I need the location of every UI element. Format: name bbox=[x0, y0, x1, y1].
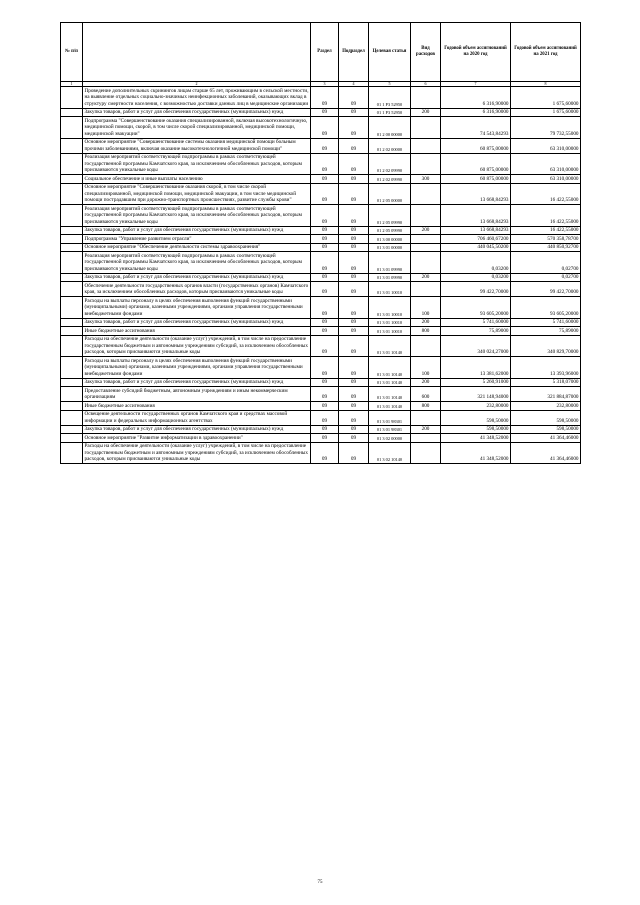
cell-num bbox=[61, 282, 83, 297]
cell-value-2020: 13 668,84293 bbox=[441, 226, 511, 235]
cell-podrazdel: 09 bbox=[339, 402, 369, 411]
cell-razdel: 09 bbox=[311, 434, 339, 443]
cell-target: 01 3 01 09990 bbox=[369, 273, 411, 282]
cell-value-2021: 93 605,20000 bbox=[511, 297, 581, 319]
cell-razdel: 09 bbox=[311, 226, 339, 235]
cell-value-2020: 0,03200 bbox=[441, 252, 511, 274]
table-row bbox=[61, 226, 581, 235]
index-cell: 3 bbox=[311, 82, 339, 87]
cell-target: 01 3 01 10140 bbox=[369, 378, 411, 387]
cell-razdel: 09 bbox=[311, 205, 339, 227]
cell-razdel: 09 bbox=[311, 282, 339, 297]
cell-target: 01 3 02 10140 bbox=[369, 442, 411, 464]
cell-value-2021: 16 422,55000 bbox=[511, 183, 581, 205]
cell-target: 01 1 P3 52950 bbox=[369, 87, 411, 109]
cell-vid bbox=[411, 153, 441, 175]
cell-value-2020: 340 024,27000 bbox=[441, 335, 511, 357]
cell-vid: 600 bbox=[411, 387, 441, 402]
cell-target: 01 2 02 00000 bbox=[369, 138, 411, 153]
cell-podrazdel: 09 bbox=[339, 108, 369, 117]
cell-value-2021: 79 732,55000 bbox=[511, 117, 581, 139]
cell-razdel: 09 bbox=[311, 402, 339, 411]
cell-num bbox=[61, 87, 83, 109]
cell-value-2020: 232,80000 bbox=[441, 402, 511, 411]
header-vid: Вид расходов bbox=[411, 23, 441, 82]
cell-value-2020: 41 348,52000 bbox=[441, 442, 511, 464]
cell-num bbox=[61, 297, 83, 319]
cell-num bbox=[61, 387, 83, 402]
table-row bbox=[61, 138, 581, 153]
page-number: 75 bbox=[317, 880, 323, 885]
cell-name: Закупка товаров, работ и услуг для обеспечения государственных (муниципальных) нужд bbox=[83, 108, 311, 117]
cell-vid: 800 bbox=[411, 402, 441, 411]
cell-target: 01 2 05 09990 bbox=[369, 205, 411, 227]
cell-vid bbox=[411, 205, 441, 227]
cell-num bbox=[61, 273, 83, 282]
cell-name: Закупка товаров, работ и услуг для обеспечения государственных (муниципальных) нужд bbox=[83, 226, 311, 235]
cell-name: Иные бюджетные ассигнования bbox=[83, 327, 311, 336]
cell-vid bbox=[411, 138, 441, 153]
cell-num bbox=[61, 335, 83, 357]
cell-value-2021: 16 422,55000 bbox=[511, 226, 581, 235]
cell-value-2020: 6 316,90000 bbox=[441, 108, 511, 117]
index-cell: 5 bbox=[369, 82, 411, 87]
cell-value-2021: 1 675,60000 bbox=[511, 108, 581, 117]
table-row bbox=[61, 252, 581, 274]
cell-value-2020: 93 605,20000 bbox=[441, 297, 511, 319]
cell-podrazdel: 09 bbox=[339, 327, 369, 336]
cell-value-2021: 570 358,78700 bbox=[511, 235, 581, 244]
cell-value-2020: 0,03200 bbox=[441, 273, 511, 282]
cell-target: 01 3 01 98301 bbox=[369, 410, 411, 425]
cell-target: 01 2 00 00000 bbox=[369, 117, 411, 139]
cell-razdel: 09 bbox=[311, 175, 339, 184]
cell-vid: 300 bbox=[411, 175, 441, 184]
cell-name: Обеспечение деятельности государственных органов власти (государственных органов) Камчатского края, за исключением обособленных расходов, которым присваиваются уникальные коды bbox=[83, 282, 311, 297]
cell-value-2021: 340 829,70000 bbox=[511, 335, 581, 357]
table-row bbox=[61, 243, 581, 252]
cell-target: 01 3 01 10140 bbox=[369, 402, 411, 411]
cell-name: Расходы на выплаты персоналу в целях обеспечения выполнения функций государственными (муниципальными) органами, казенными учреждениями, органами управления государственными внебюджетными фондами bbox=[83, 297, 311, 319]
table-row bbox=[61, 183, 581, 205]
cell-vid bbox=[411, 243, 441, 252]
cell-razdel: 09 bbox=[311, 153, 339, 175]
cell-vid bbox=[411, 434, 441, 443]
cell-podrazdel: 09 bbox=[339, 335, 369, 357]
cell-num bbox=[61, 205, 83, 227]
cell-value-2021: 63 310,00000 bbox=[511, 138, 581, 153]
cell-num bbox=[61, 117, 83, 139]
table-row bbox=[61, 235, 581, 244]
cell-value-2020: 74 543,84293 bbox=[441, 117, 511, 139]
cell-value-2020: 13 668,84293 bbox=[441, 205, 511, 227]
cell-value-2021: 0,02700 bbox=[511, 273, 581, 282]
header-target: Целевая статья bbox=[369, 23, 411, 82]
cell-vid bbox=[411, 410, 441, 425]
cell-vid bbox=[411, 252, 441, 274]
index-cell: 8 bbox=[511, 82, 581, 87]
cell-razdel: 09 bbox=[311, 425, 339, 434]
table-row bbox=[61, 205, 581, 227]
cell-value-2020: 598,50000 bbox=[441, 425, 511, 434]
cell-value-2021: 41 364,46000 bbox=[511, 434, 581, 443]
cell-name: Расходы на обеспечение деятельности (оказание услуг) учреждений, в том числе на предоставление государственным бюджетным и автономным учреждениям субсидий, за исключением обособленных расходов, которым присваиваются уникальные коды bbox=[83, 442, 311, 464]
cell-podrazdel: 09 bbox=[339, 378, 369, 387]
table-row bbox=[61, 117, 581, 139]
cell-podrazdel: 09 bbox=[339, 273, 369, 282]
cell-value-2020: 321 148,94000 bbox=[441, 387, 511, 402]
table-row bbox=[61, 318, 581, 327]
cell-target: 01 2 05 09990 bbox=[369, 226, 411, 235]
cell-podrazdel: 09 bbox=[339, 205, 369, 227]
cell-podrazdel: 09 bbox=[339, 87, 369, 109]
header-row bbox=[61, 23, 581, 82]
cell-razdel: 09 bbox=[311, 117, 339, 139]
cell-name: Проведение дополнительных скринингов лицам старше 65 лет, проживающим в сельской местности, на выявление отдельных социально-значимых неинфекционных заболеваний, оказывающих вклад в структуру смертности населения, с возможностью доставки данных лиц в медицинские организации bbox=[84, 87, 309, 107]
cell-value-2020: 598,50000 bbox=[441, 410, 511, 425]
cell-num bbox=[61, 434, 83, 443]
cell-vid bbox=[411, 87, 441, 109]
table-row bbox=[61, 357, 581, 379]
cell-vid: 200 bbox=[411, 273, 441, 282]
index-cell: 1 bbox=[61, 82, 83, 87]
cell-target: 01 3 01 09990 bbox=[369, 252, 411, 274]
cell-num bbox=[61, 183, 83, 205]
header-2020: Годовой объем ассигнований на 2020 год bbox=[441, 23, 511, 82]
cell-value-2021: 232,80000 bbox=[511, 402, 581, 411]
cell-num bbox=[61, 153, 83, 175]
cell-target: 01 3 01 00000 bbox=[369, 243, 411, 252]
cell-name: Закупка товаров, работ и услуг для обеспечения государственных (муниципальных) нужд bbox=[83, 318, 311, 327]
table-row bbox=[61, 387, 581, 402]
cell-value-2020: 75,89000 bbox=[441, 327, 511, 336]
cell-vid: 800 bbox=[411, 327, 441, 336]
cell-razdel: 09 bbox=[311, 410, 339, 425]
cell-podrazdel: 09 bbox=[339, 434, 369, 443]
cell-podrazdel: 09 bbox=[339, 183, 369, 205]
cell-target: 01 3 02 00000 bbox=[369, 434, 411, 443]
cell-num bbox=[61, 108, 83, 117]
cell-razdel: 09 bbox=[311, 357, 339, 379]
cell-value-2020: 60 875,00000 bbox=[441, 138, 511, 153]
cell-value-2020: 41 348,52000 bbox=[441, 434, 511, 443]
cell-vid: 100 bbox=[411, 357, 441, 379]
cell-podrazdel: 09 bbox=[339, 252, 369, 274]
cell-target: 01 3 01 98301 bbox=[369, 425, 411, 434]
cell-podrazdel: 09 bbox=[339, 226, 369, 235]
cell-razdel: 09 bbox=[311, 387, 339, 402]
cell-razdel: 09 bbox=[311, 273, 339, 282]
cell-name: Подпрограмма "Совершенствование оказания специализированной, включая высокотехнологичную, медицинской помощи, скорой, в том числе скорой специализированной, медицинской помощи, медицинской эвакуации" bbox=[83, 117, 311, 139]
cell-podrazdel: 09 bbox=[339, 357, 369, 379]
cell-podrazdel: 09 bbox=[339, 282, 369, 297]
cell-value-2020: 13 381,62000 bbox=[441, 357, 511, 379]
cell-name: Иные бюджетные ассигнования bbox=[83, 402, 311, 411]
cell-target: 01 3 01 10010 bbox=[369, 297, 411, 319]
cell-name: Закупка товаров, работ и услуг для обеспечения государственных (муниципальных) нужд bbox=[83, 273, 311, 282]
cell-vid bbox=[411, 442, 441, 464]
cell-vid bbox=[411, 183, 441, 205]
cell-num bbox=[61, 175, 83, 184]
table-row bbox=[61, 273, 581, 282]
header-razdel: Раздел bbox=[311, 23, 339, 82]
cell-razdel: 09 bbox=[311, 335, 339, 357]
cell-podrazdel: 09 bbox=[339, 243, 369, 252]
header-podrazdel: Подраздел bbox=[339, 23, 369, 82]
table-row bbox=[61, 434, 581, 443]
cell-num bbox=[61, 226, 83, 235]
cell-name: Расходы на обеспечение деятельности (оказание услуг) учреждений, в том числе на предоставление государственным бюджетным и автономным учреждениям субсидий, за исключением обособленных расходов, которым присваиваются уникальные коды bbox=[83, 335, 311, 357]
cell-name: Основное мероприятие "Совершенствование оказания скорой, в том числе скорой специализированной, медицинской помощи, медицинской эвакуации, в том числе медицинской помощи пострадавшим при дорожно-транспортных происшествиях, развитие службы крови" bbox=[83, 183, 311, 205]
cell-num bbox=[61, 402, 83, 411]
cell-value-2021: 41 364,46000 bbox=[511, 442, 581, 464]
table-row bbox=[61, 108, 581, 117]
cell-vid bbox=[411, 335, 441, 357]
cell-razdel: 09 bbox=[311, 378, 339, 387]
table-row bbox=[61, 297, 581, 319]
cell-name: Расходы на выплаты персоналу в целях обеспечения выполнения функций государственными (муниципальными) органами, казенными учреждениями, органами управления государственными внебюджетными фондами bbox=[83, 357, 311, 379]
cell-podrazdel: 09 bbox=[339, 442, 369, 464]
cell-podrazdel: 09 bbox=[339, 318, 369, 327]
table-row bbox=[61, 327, 581, 336]
cell-podrazdel: 09 bbox=[339, 387, 369, 402]
table-row bbox=[61, 410, 581, 425]
cell-value-2021: 99 422,70000 bbox=[511, 282, 581, 297]
table-row bbox=[61, 87, 581, 109]
table-row bbox=[61, 378, 581, 387]
cell-vid: 200 bbox=[411, 226, 441, 235]
cell-name: Реализация мероприятий соответствующей подпрограммы в рамках соответствующей государственной программы Камчатского края, за исключением обособленных расходов, которым присваиваются уникальные коды bbox=[83, 153, 311, 175]
cell-vid bbox=[411, 235, 441, 244]
cell-value-2020: 13 668,84293 bbox=[441, 183, 511, 205]
cell-num bbox=[61, 252, 83, 274]
cell-vid: 200 bbox=[411, 108, 441, 117]
cell-razdel: 09 bbox=[311, 87, 339, 109]
table-row bbox=[61, 335, 581, 357]
index-cell: 4 bbox=[339, 82, 369, 87]
cell-podrazdel: 09 bbox=[339, 153, 369, 175]
table-body bbox=[61, 87, 581, 464]
cell-target: 01 3 01 10010 bbox=[369, 327, 411, 336]
cell-value-2021: 5 318,07000 bbox=[511, 378, 581, 387]
cell-podrazdel: 09 bbox=[339, 297, 369, 319]
cell-value-2020: 6 316,90000 bbox=[441, 87, 511, 109]
cell-vid: 200 bbox=[411, 378, 441, 387]
cell-name: Основное мероприятие "Обеспечение деятельности системы здравоохранения" bbox=[83, 243, 311, 252]
cell-value-2021: 63 310,00000 bbox=[511, 175, 581, 184]
cell-target: 01 3 01 10140 bbox=[369, 357, 411, 379]
document-page bbox=[60, 22, 580, 464]
cell-razdel: 09 bbox=[311, 108, 339, 117]
header-name bbox=[83, 23, 311, 82]
cell-razdel: 09 bbox=[311, 252, 339, 274]
cell-value-2021: 321 884,87000 bbox=[511, 387, 581, 402]
cell-num bbox=[61, 357, 83, 379]
budget-table bbox=[60, 22, 581, 464]
index-cell: 2 bbox=[83, 82, 311, 87]
cell-target: 01 3 01 10140 bbox=[369, 387, 411, 402]
cell-podrazdel: 09 bbox=[339, 117, 369, 139]
cell-value-2021: 1 675,60000 bbox=[511, 87, 581, 109]
cell-value-2020: 5 260,91000 bbox=[441, 378, 511, 387]
cell-target: 01 3 01 10010 bbox=[369, 318, 411, 327]
cell-value-2021: 598,50000 bbox=[511, 425, 581, 434]
index-cell: 7 bbox=[441, 82, 511, 87]
cell-podrazdel: 09 bbox=[339, 138, 369, 153]
cell-name: Подпрограмма "Управление развитием отрасли" bbox=[83, 235, 311, 244]
cell-num bbox=[61, 243, 83, 252]
cell-num bbox=[61, 327, 83, 336]
header-num: № п/п bbox=[61, 23, 83, 82]
cell-podrazdel: 09 bbox=[339, 410, 369, 425]
table-row bbox=[61, 402, 581, 411]
cell-name: Основное мероприятие "Развитие информатизации в здравоохранении" bbox=[83, 434, 311, 443]
cell-value-2021: 598,50000 bbox=[511, 410, 581, 425]
cell-value-2021: 16 422,55000 bbox=[511, 205, 581, 227]
cell-value-2021: 440 850,92700 bbox=[511, 243, 581, 252]
cell-vid: 200 bbox=[411, 425, 441, 434]
table-row bbox=[61, 282, 581, 297]
cell-name: Реализация мероприятий соответствующей подпрограммы в рамках соответствующей государственной программы Камчатского края, за исключением обособленных расходов, которым присваиваются уникальные коды bbox=[83, 205, 311, 227]
cell-vid bbox=[411, 282, 441, 297]
cell-razdel: 09 bbox=[311, 327, 339, 336]
cell-value-2020: 440 045,50200 bbox=[441, 243, 511, 252]
cell-razdel: 09 bbox=[311, 183, 339, 205]
cell-razdel: 09 bbox=[311, 243, 339, 252]
cell-razdel: 09 bbox=[311, 235, 339, 244]
cell-razdel: 09 bbox=[311, 318, 339, 327]
cell-name: Закупка товаров, работ и услуг для обеспечения государственных (муниципальных) нужд bbox=[83, 425, 311, 434]
cell-num bbox=[61, 318, 83, 327]
cell-target: 01 2 02 09990 bbox=[369, 153, 411, 175]
cell-name: Закупка товаров, работ и услуг для обеспечения государственных (муниципальных) нужд bbox=[83, 378, 311, 387]
index-cell: 6 bbox=[411, 82, 441, 87]
table-row bbox=[61, 153, 581, 175]
cell-target: 01 3 01 10140 bbox=[369, 335, 411, 357]
table-row bbox=[61, 175, 581, 184]
cell-target: 01 3 00 00000 bbox=[369, 235, 411, 244]
cell-name: Социальное обеспечение и иные выплаты населению bbox=[83, 175, 311, 184]
cell-num bbox=[61, 410, 83, 425]
cell-target: 01 2 02 09990 bbox=[369, 175, 411, 184]
cell-vid: 100 bbox=[411, 297, 441, 319]
cell-razdel: 09 bbox=[311, 138, 339, 153]
cell-vid bbox=[411, 117, 441, 139]
cell-value-2020: 60 875,00000 bbox=[441, 153, 511, 175]
cell-value-2020: 99 422,70000 bbox=[441, 282, 511, 297]
cell-podrazdel: 09 bbox=[339, 175, 369, 184]
table-row bbox=[61, 425, 581, 434]
cell-num bbox=[61, 425, 83, 434]
cell-value-2020: 5 741,60000 bbox=[441, 318, 511, 327]
cell-podrazdel: 09 bbox=[339, 425, 369, 434]
cell-num bbox=[61, 138, 83, 153]
cell-target: 01 3 01 10010 bbox=[369, 282, 411, 297]
cell-razdel: 09 bbox=[311, 442, 339, 464]
cell-name: Основное мероприятие "Совершенствование системы оказания медицинской помощи больным прочими заболеваниями, включая оказание высокотехнологичной медицинской помощи" bbox=[83, 138, 311, 153]
cell-value-2020: 60 875,00000 bbox=[441, 175, 511, 184]
cell-value-2020: 706 460,67200 bbox=[441, 235, 511, 244]
header-2021: Годовой объем ассигнований на 2021 год bbox=[511, 23, 581, 82]
cell-name: Реализация мероприятий соответствующей подпрограммы в рамках соответствующей государственной программы Камчатского края, за исключением обособленных расходов, которым присваиваются уникальные коды bbox=[83, 252, 311, 274]
cell-value-2021: 75,89000 bbox=[511, 327, 581, 336]
cell-value-2021: 13 393,96000 bbox=[511, 357, 581, 379]
cell-num bbox=[61, 442, 83, 464]
table-row bbox=[61, 442, 581, 464]
cell-razdel: 09 bbox=[311, 297, 339, 319]
cell-value-2021: 0,02700 bbox=[511, 252, 581, 274]
cell-target: 01 1 P3 52950 bbox=[369, 108, 411, 117]
cell-podrazdel: 09 bbox=[339, 235, 369, 244]
cell-vid: 200 bbox=[411, 318, 441, 327]
cell-num bbox=[61, 235, 83, 244]
cell-value-2021: 63 310,00000 bbox=[511, 153, 581, 175]
cell-value-2021: 5 741,60000 bbox=[511, 318, 581, 327]
cell-name: Предоставление субсидий бюджетным, автономным учреждениям и иным некоммерческим организациям bbox=[83, 387, 311, 402]
cell-name: Освещение деятельности государственных органов Камчатского края и средствах массовой информации и федеральных информационных агентствах bbox=[83, 410, 311, 425]
cell-target: 01 2 05 00000 bbox=[369, 183, 411, 205]
cell-num bbox=[61, 378, 83, 387]
